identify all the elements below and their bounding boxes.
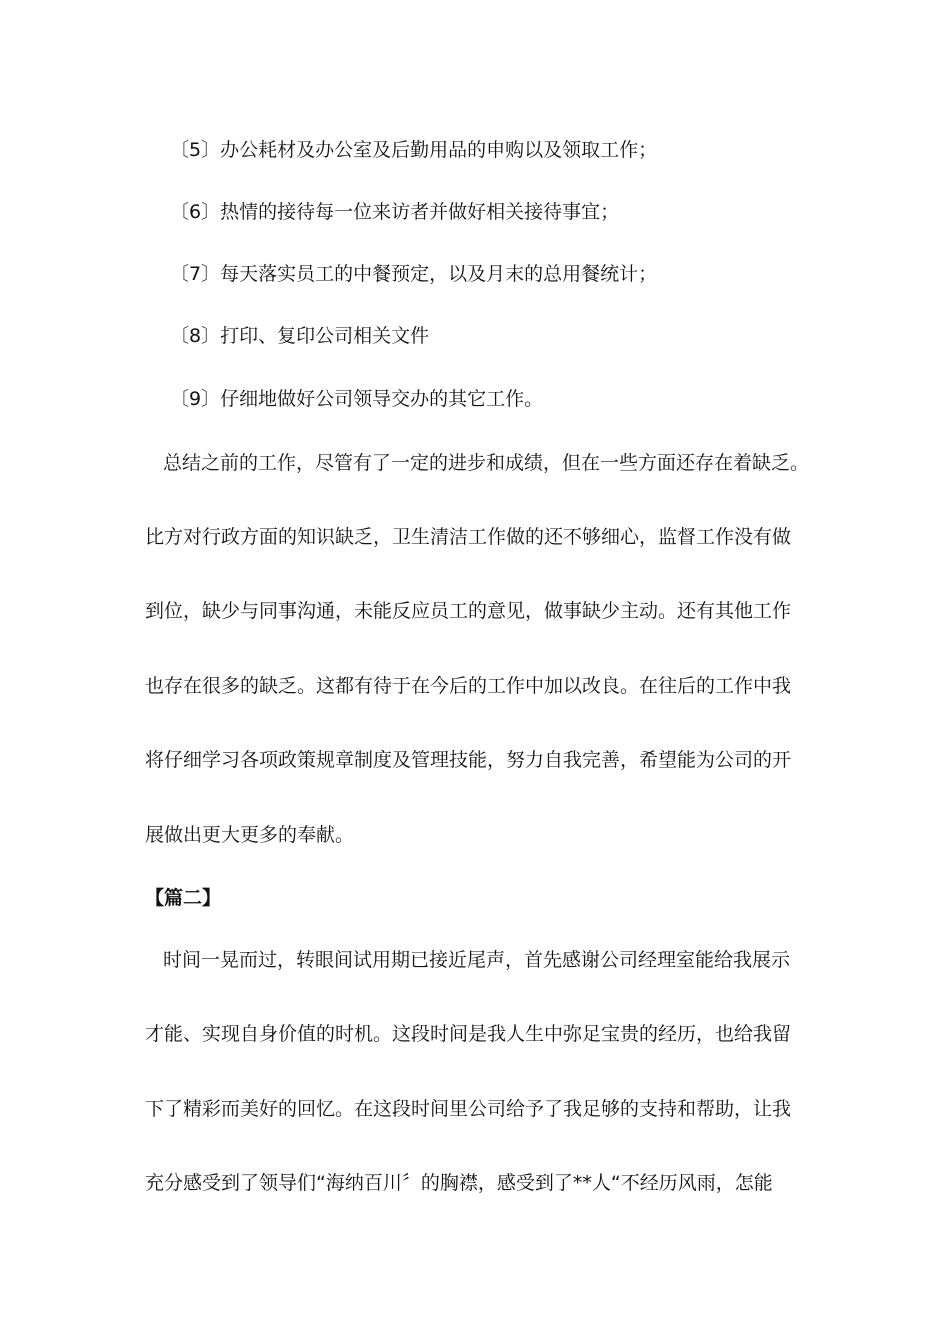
- paragraph-line: 充分感受到了领导们“海纳百川〞的胸襟，感受到了**人“不经历风雨，怎能: [145, 1172, 773, 1194]
- list-item: 〔9〕仔细地做好公司领导交办的其它工作。: [170, 388, 544, 410]
- list-item: 〔7〕每天落实员工的中餐预定，以及月末的总用餐统计；: [170, 263, 658, 285]
- list-item: 〔6〕热情的接待每一位来访者并做好相关接待事宜；: [170, 201, 620, 223]
- paragraph-line: 总结之前的工作，尽管有了一定的进步和成绩，但在一些方面还存在着缺乏。: [163, 452, 810, 474]
- paragraph-line: 也存在很多的缺乏。这都有待于在今后的工作中加以改良。在往后的工作中我: [145, 675, 792, 697]
- paragraph-line: 下了精彩而美好的回忆。在这段时间里公司给予了我足够的支持和帮助，让我: [145, 1098, 792, 1120]
- list-item: 〔8〕打印、复印公司相关文件: [170, 325, 430, 347]
- list-item: 〔5〕办公耗材及办公室及后勤用品的申购以及领取工作；: [170, 139, 658, 161]
- section-heading: 【篇二】: [145, 887, 222, 909]
- paragraph-line: 到位，缺少与同事沟通，未能反应员工的意见，做事缺少主动。还有其他工作: [145, 600, 792, 622]
- paragraph-line: 才能、实现自身价值的时机。这段时间是我人生中弥足宝贵的经历，也给我留: [145, 1023, 792, 1045]
- paragraph-line: 展做出更大更多的奉献。: [145, 824, 355, 846]
- paragraph-line: 时间一晃而过，转眼间试用期已接近尾声，首先感谢公司经理室能给我展示: [163, 949, 791, 971]
- paragraph-line: 将仔细学习各项政策规章制度及管理技能，努力自我完善，希望能为公司的开: [145, 749, 792, 771]
- paragraph-line: 比方对行政方面的知识缺乏，卫生清洁工作做的还不够细心，监督工作没有做: [145, 526, 792, 548]
